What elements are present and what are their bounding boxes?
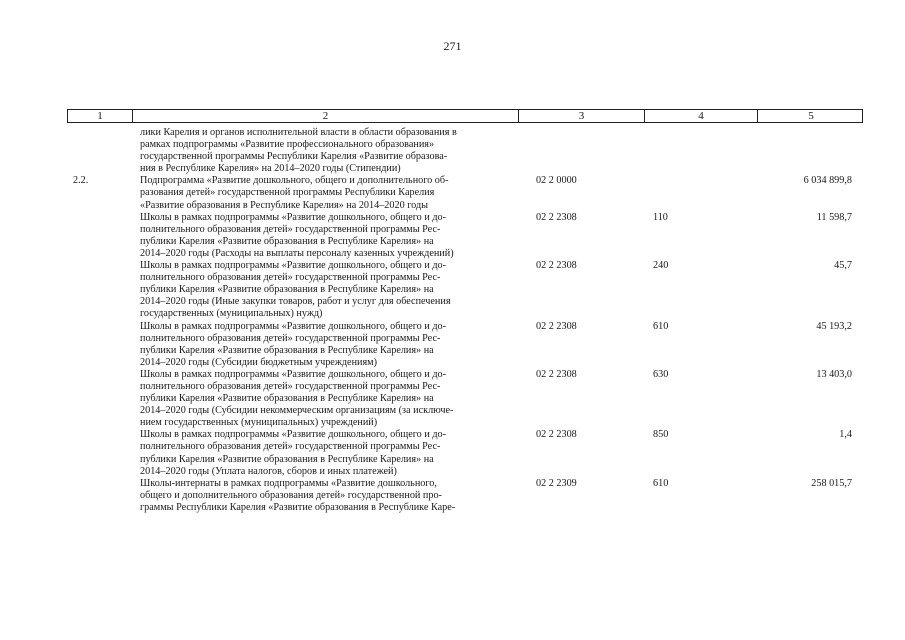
table-body	[0, 127, 905, 514]
row-code: 02 2 2308	[536, 429, 577, 441]
row-code: 02 2 2308	[536, 368, 577, 380]
row-expense-type: 850	[653, 429, 669, 441]
row-amount: 13 403,0	[816, 368, 852, 380]
row-amount: 6 034 899,8	[803, 175, 852, 187]
table-row	[0, 127, 905, 175]
row-amount: 45,7	[834, 260, 852, 272]
row-expense-type: 610	[653, 320, 669, 332]
row-description: Школы в рамках подпрограммы «Развитие дошкольного, общего и до- полнительного образования детей» государственной программы Рес- публики Карелия «Развитие образования в Республике Карелия» на 2014–2020 годы (Расходы на выплаты персоналу казенных учреждений)	[140, 211, 454, 259]
row-code: 02 2 2308	[536, 260, 577, 272]
row-expense-type: 630	[653, 368, 669, 380]
table-header	[67, 109, 863, 123]
row-amount: 258 015,7	[811, 477, 852, 489]
header-col-3: 3	[519, 110, 645, 122]
table-row	[0, 260, 905, 320]
row-amount: 1,4	[839, 429, 852, 441]
row-description: Школы в рамках подпрограммы «Развитие дошкольного, общего и до- полнительного образования детей» государственной программы Рес- публики Карелия «Развитие образования в Республике Карелия» на 2014–2020 годы (Иные закупки товаров, работ и услуг для обеспечения государственных (муниципальных) нужд)	[140, 260, 451, 320]
row-expense-type: 240	[653, 260, 669, 272]
header-col-5: 5	[808, 110, 814, 122]
table-row	[0, 175, 905, 211]
row-code: 02 2 2309	[536, 477, 577, 489]
row-number: 2.2.	[73, 175, 89, 187]
row-code: 02 2 2308	[536, 211, 577, 223]
row-expense-type: 610	[653, 477, 669, 489]
table-row	[0, 369, 905, 429]
row-description: Школы-интернаты в рамках подпрограммы «Развитие дошкольного, общего и дополнительного образования детей» государственной про- граммы Республики Карелия «Развитие образования в Республике Каре-	[140, 477, 456, 513]
row-amount: 45 193,2	[816, 320, 852, 332]
row-description: Школы в рамках подпрограммы «Развитие дошкольного, общего и до- полнительного образования детей» государственной программы Рес- публики Карелия «Развитие образования в Республике Карелия» на 2014–2020 годы (Уплата налогов, сборов и иных платежей)	[140, 429, 446, 477]
header-col-2: 2	[133, 110, 519, 122]
table-row	[0, 429, 905, 477]
page-number: 271	[443, 39, 462, 53]
header-col-4: 4	[645, 110, 758, 122]
row-description: лики Карелия и органов исполнительной власти в области образования в рамках подпрограммы «Развитие профессионального образования» государственной программы Республики Карелия «Развитие образова- ния в Республике Карелия» на 2014–2020 годы (Стипендии)	[140, 127, 457, 175]
row-expense-type: 110	[653, 211, 668, 223]
table-row	[0, 212, 905, 260]
row-amount: 11 598,7	[816, 211, 852, 223]
row-description: Подпрограмма «Развитие дошкольного, общего и дополнительного об- разования детей» государственной программы Республики Карелия «Развитие образования в Республике Карелия» на 2014–2020 годы	[140, 175, 449, 211]
row-code: 02 2 0000	[536, 175, 577, 187]
table-row	[0, 478, 905, 514]
row-description: Школы в рамках подпрограммы «Развитие дошкольного, общего и до- полнительного образования детей» государственной программы Рес- публики Карелия «Развитие образования в Республике Карелия» на 2014–2020 годы (Субсидии бюджетным учреждениям)	[140, 320, 446, 368]
row-code: 02 2 2308	[536, 320, 577, 332]
header-col-1: 1	[68, 110, 133, 122]
table-row	[0, 321, 905, 369]
row-description: Школы в рамках подпрограммы «Развитие дошкольного, общего и до- полнительного образования детей» государственной программы Рес- публики Карелия «Развитие образования в Республике Карелия» на 2014–2020 годы (Субсидии некоммерческим организациям (за исключе- нием государственных (муниципальных) учреждений)	[140, 368, 454, 429]
